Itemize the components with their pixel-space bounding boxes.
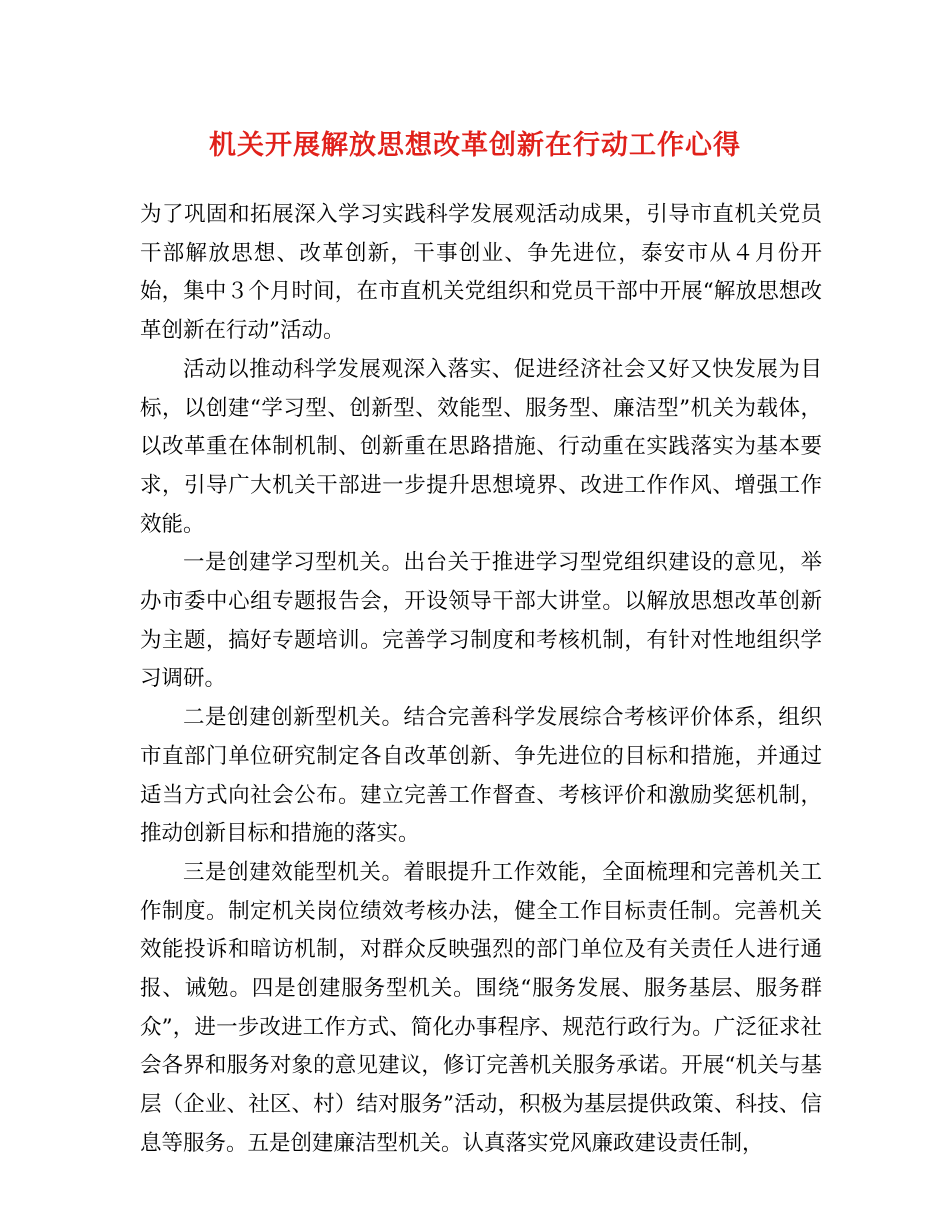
paragraph-learning-organ: 一是创建学习型机关。出台关于推进学习型党组织建设的意见，举办市委中心组专题报告会，开设领导干部大讲堂。以解放思想改革创新为主题，搞好专题培训。完善学习制度和考核机制，有针对性地组织学习调研。 [140,550,822,692]
paragraph-intro: 为了巩固和拓展深入学习实践科学发展观活动成果，引导市直机关党员干部解放思想、改革创新，干事创业、争先进位，泰安市从４月份开始，集中３个月时间，在市直机关党组织和党员干部中开展“解放思想改革创新在行动”活动。 [140,202,822,344]
document-body [140,196,822,1164]
document-title: 机关开展解放思想改革创新在行动工作心得 [209,130,741,161]
paragraph-innovative-organ: 二是创建创新型机关。结合完善科学发展综合考核评价体系，组织市直部门单位研究制定各自改革创新、争先进位的目标和措施，并通过适当方式向社会公布。建立完善工作督查、考核评价和激励奖惩机制，推动创新目标和措施的落实。 [140,705,822,847]
paragraph-efficiency-service-clean-organ: 三是创建效能型机关。着眼提升工作效能，全面梳理和完善机关工作制度。制定机关岗位绩效考核办法，健全工作目标责任制。完善机关效能投诉和暗访机制，对群众反映强烈的部门单位及有关责任人进行通报、诫勉。四是创建服务型机关。围绕“服务发展、服务基层、服务群众”，进一步改进工作方式、简化办事程序、规范行政行为。广泛征求社会各界和服务对象的意见建议，修订完善机关服务承诺。开展“机关与基层（企业、社区、村）结对服务”活动，积极为基层提供政策、科技、信息等服务。五是创建廉洁型机关。认真落实党风廉政建设责任制， [140,859,822,1156]
paragraph-goals: 活动以推动科学发展观深入落实、促进经济社会又好又快发展为目标，以创建“学习型、创新型、效能型、服务型、廉洁型”机关为载体，以改革重在体制机制、创新重在思路措施、行动重在实践落实为基本要求，引导广大机关干部进一步提升思想境界、改进工作作风、增强工作效能。 [140,356,822,537]
